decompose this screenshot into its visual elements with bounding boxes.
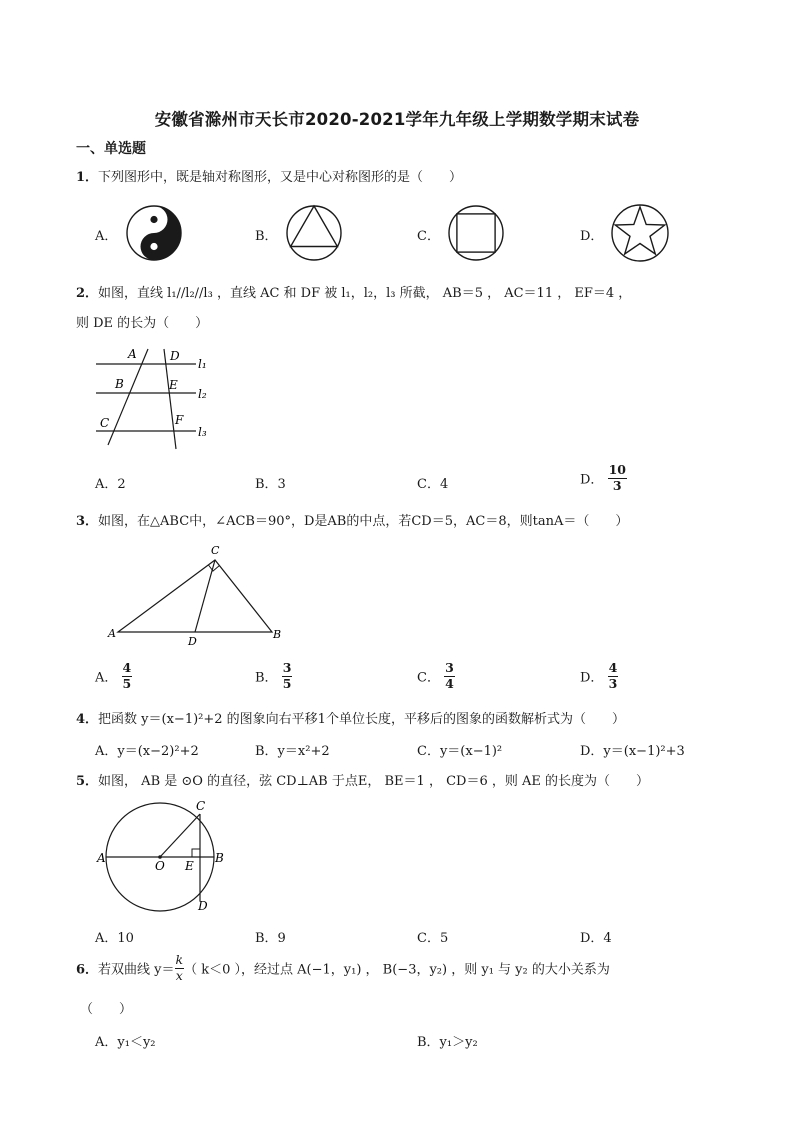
question-number: 5． [76,774,99,789]
fraction: $\frac{4}{3}$ [608,660,618,691]
label-B: B [215,851,224,865]
q2-option-b: B．3 [255,477,286,492]
question-2-line-2: 则 DE 的长为（ ） [76,316,209,331]
question-6-line-2: （ ） [80,1002,133,1017]
label-l1: l₁ [198,357,207,371]
page-title: 安徽省滁州市天长市2020-2021学年九年级上学期数学期末试卷 [154,110,640,129]
q2-option-c: C．4 [417,477,449,492]
circle-triangle-icon [284,203,344,263]
q4-option-a: A．y＝(x−2)²+2 [95,744,199,759]
label-D: D [188,635,197,648]
q5-option-a: A．10 [95,931,134,946]
label-D: D [170,349,180,363]
q2-option-a: A．2 [95,477,126,492]
fraction: $\frac{3}{5}$ [282,660,292,691]
label-A: A [108,627,116,640]
question-1 [76,166,462,185]
right-triangle-figure [104,542,294,650]
q6-option-a: A．y₁＜y₂ [95,1035,156,1050]
q5-option-d: D．4 [580,931,612,946]
question-number: 6． [76,962,99,978]
q5-option-c: C．5 [417,931,449,946]
label-A: A [128,347,137,361]
label-l2: l₂ [198,387,207,401]
q3-option-b: B． $\frac{3}{5}$ [255,660,292,691]
q1-option-b-label: B． [255,229,278,244]
label-A: A [97,851,106,865]
q1-option-a-label: A． [95,229,118,244]
label-C: C [211,544,220,557]
label-C: C [100,416,110,430]
q3-option-d: D． $\frac{4}{3}$ [580,660,618,691]
question-text: 如图， AB 是 ⊙O 的直径，弦 CD⊥AB 于点E， BE＝1 ， CD＝6 ，则 AE 的长度为（ ） [98,774,649,789]
label-O: O [155,859,165,873]
fraction: $\frac{k}{x}$ [175,952,184,983]
q4-option-b: B．y＝x²+2 [255,744,330,759]
circle-square-icon [446,203,506,263]
question-2 [76,282,631,301]
fraction: $\frac{4}{5}$ [122,660,132,691]
question-3 [76,510,628,529]
q2-option-d [580,464,627,492]
q4-option-d: D．y＝(x−1)²+3 [580,744,685,759]
question-text-cont: （ k＜0 ），经过点 A(−1，y₁) ， B(−3，y₂) ，则 y₁ 与 y₂ 的大小关系为 [184,962,610,978]
question-4 [76,708,625,727]
section-heading: 一、单选题 [76,141,146,157]
question-number: 4． [76,712,99,727]
fraction: $\frac{10}{3}$ [608,462,626,493]
q1-option-c-label: C． [417,229,440,244]
question-text: 如图，在△ABC中，∠ACB＝90°，D是AB的中点，若CD＝5，AC＝8，则tanA＝（ ） [98,514,629,529]
label-C: C [196,799,206,813]
question-5 [76,770,649,789]
circle-star-icon [609,202,671,264]
question-number: 2． [76,286,99,301]
yin-yang-icon [124,203,184,263]
label-F: F [175,413,184,427]
label-E: E [169,378,178,392]
question-text: 下列图形中，既是轴对称图形，又是中心对称图形的是（ ） [98,170,463,185]
question-text: 若双曲线 y＝ [98,962,175,978]
label-D: D [198,899,208,912]
q6-option-b: B．y₁＞y₂ [417,1035,478,1050]
question-6 [76,954,610,982]
question-text: 如图，直线 l₁//l₂//l₃ ，直线 AC 和 DF 被 l₁，l₂，l₃ 所截， AB＝5 ， AC＝11 ， EF＝4 ， [98,286,632,301]
option-label: D． [580,472,604,488]
q3-option-a: A． $\frac{4}{5}$ [95,660,132,691]
fraction: $\frac{3}{4}$ [445,660,454,691]
question-number: 3． [76,514,99,529]
circle-diameter-figure [94,798,234,912]
label-l3: l₃ [198,425,207,439]
q1-option-d-label: D． [580,229,604,244]
q5-option-b: B．9 [255,931,286,946]
label-E: E [185,859,194,873]
q3-option-c: C． $\frac{3}{4}$ [417,660,454,691]
parallel-lines-figure [92,345,222,450]
q4-option-c: C．y＝(x−1)² [417,744,503,759]
label-B: B [273,628,282,641]
question-number: 1． [76,170,99,185]
label-B: B [115,377,124,391]
question-text: 把函数 y＝(x−1)²+2 的图象向右平移1个单位长度，平移后的图象的函数解析式为（ ） [98,712,625,727]
